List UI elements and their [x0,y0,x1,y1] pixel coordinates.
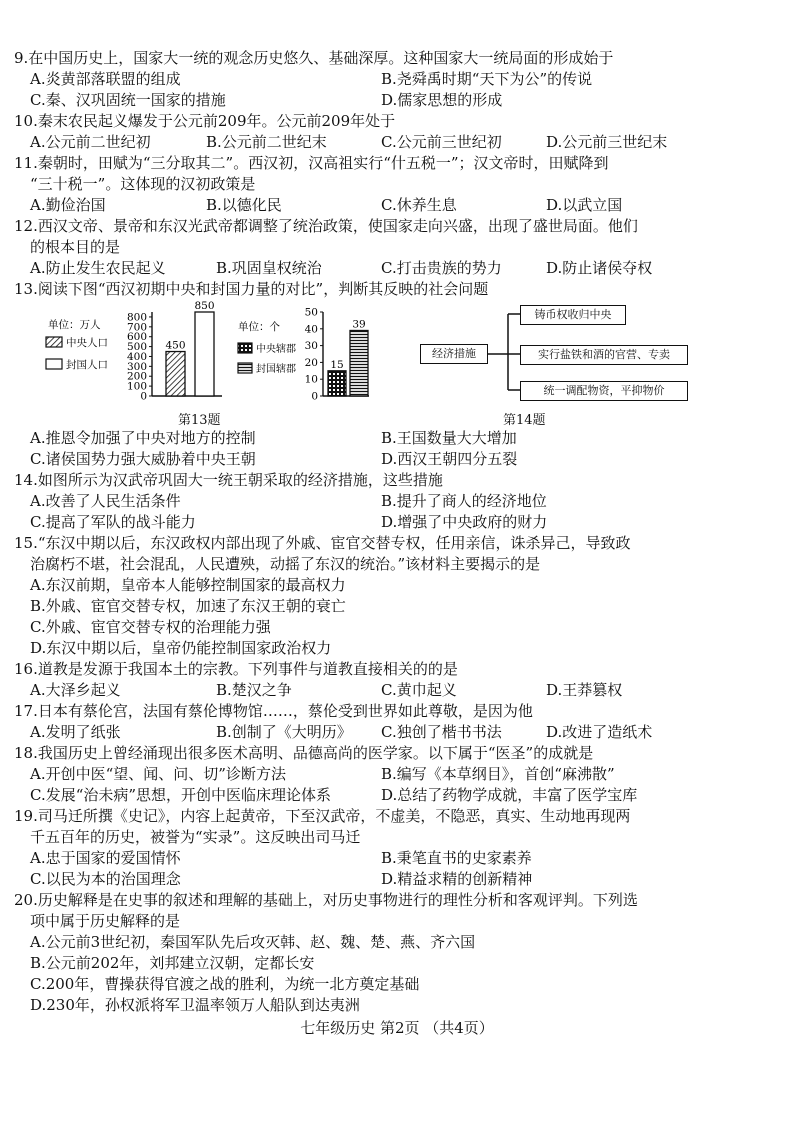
q12-option-b: B.巩固皇权统治 [216,259,322,277]
chart13a-tick-label: 500 [126,341,147,354]
q20-option-a: A.公元前3世纪初，秦国军队先后攻灭韩、赵、魏、楚、燕、齐六国 [30,933,476,951]
q20-option-c: C.200年，曹操获得官渡之战的胜利，为统一北方奠定基础 [30,975,420,993]
q13-option-b: B.王国数量大大增加 [381,429,517,447]
figure-14-caption: 第14题 [503,413,546,428]
q17-option-d: D.改进了造纸术 [546,723,653,741]
q19-option-a: A.忠于国家的爱国情怀 [30,849,181,867]
q11-option-c: C.休养生息 [381,196,457,214]
q14-stem: 14.如图所示为汉武帝巩固大一统王朝采取的经济措施，这些措施 [14,471,443,489]
q14-option-b: B.提升了商人的经济地位 [381,492,547,510]
chart13a-legend-swatch [46,359,62,369]
chart13b-legend-label: 中央辖郡 [256,344,296,355]
q15-stem-line2: 治腐朽不堪，社会混乱，人民遭殃，动摇了东汉的统治。”该材料主要揭示的是 [30,555,541,573]
q20-option-d: D.230年，孙权派将军卫温率领万人船队到达夷洲 [30,996,360,1014]
chart13a-legend-label: 封国人口 [66,359,108,371]
chart13b-tick-label: 40 [304,323,318,336]
chart13a-bar [166,352,185,396]
q20-stem-line1: 20.历史解释是在史事的叙述和理解的基础上，对历史事物进行的理性分析和客观评判。下列选 [14,891,638,909]
chart13b-tick-label: 10 [304,373,318,386]
q15-option-c: C.外戚、宦官交替专权的治理能力强 [30,618,271,636]
q14-option-a: A.改善了人民生活条件 [30,492,181,510]
q17-stem: 17.日本有蔡伦宫，法国有蔡伦博物馆……，蔡伦受到世界如此尊敬，是因为他 [14,702,533,720]
q10-option-c: C.公元前三世纪初 [381,133,502,151]
q19-option-c: C.以民为本的治国理念 [30,870,181,888]
chart13b-tick-label: 50 [304,306,318,319]
q20-stem-line2: 项中属于历史解释的是 [30,912,181,930]
q10-option-b: B.公元前二世纪末 [206,133,327,151]
q10-stem: 10.秦末农民起义爆发于公元前209年。公元前209年处于 [14,112,396,130]
chart13a-legend-label: 中央人口 [66,337,108,349]
chart13a-tick-label: 400 [126,350,147,363]
chart13b-tick-label: 0 [311,390,318,403]
q18-option-c: C.发展“治未病”思想，开创中医临床理论体系 [30,786,332,804]
chart13a-unit-label: 单位：万人 [48,319,101,331]
q15-option-b: B.外戚、宦官交替专权，加速了东汉王朝的衰亡 [30,597,346,615]
q14-option-c: C.提高了军队的战斗能力 [30,513,196,531]
q18-option-b: B.编写《本草纲目》，首创“麻沸散” [381,765,615,783]
q16-option-b: B.楚汉之争 [216,681,292,699]
page-footer: 七年级历史 第2页 （共4页） [300,1019,494,1037]
q12-option-a: A.防止发生农民起义 [30,259,166,277]
q18-stem: 18.我国历史上曾经涌现出很多医术高明、品德高尚的医学家。以下属于“医圣”的成就是 [14,744,594,762]
chart13a-tick-label: 600 [126,331,147,344]
figure-13-charts [40,300,370,408]
q17-option-c: C.独创了楷书书法 [381,723,502,741]
q17-option-b: B.创制了《大明历》 [216,723,352,741]
q16-stem: 16.道教是发源于我国本土的宗教。下列事件与道教直接相关的的是 [14,660,458,678]
chart13b-unit-label: 单位：个 [238,321,280,333]
chart13a-tick-label: 100 [126,380,147,393]
q15-option-a: A.东汉前期，皇帝本人能够控制国家的最高权力 [30,576,346,594]
chart13b-bar [328,371,346,396]
q19-option-d: D.精益求精的创新精神 [381,870,533,888]
q19-stem-line2: 千五百年的历史，被誉为“实录”。这反映出司马迁 [30,828,361,846]
q13-option-a: A.推恩令加强了中央对地方的控制 [30,429,256,447]
chart13a-tick-label: 200 [126,370,147,383]
q18-option-d: D.总结了药物学成就，丰富了医学宝库 [381,786,638,804]
q13-option-c: C.诸侯国势力强大威胁着中央王朝 [30,450,256,468]
q9-option-c: C.秦、汉巩固统一国家的措施 [30,91,226,109]
q20-option-b: B.公元前202年，刘邦建立汉朝，定都长安 [30,954,315,972]
q10-option-d: D.公元前三世纪末 [546,133,668,151]
chart13b-tick-label: 20 [304,356,318,369]
q18-option-a: A.开创中医“望、闻、问、切”诊断方法 [30,765,286,783]
q11-option-b: B.以德化民 [206,196,282,214]
diagram-root-box: 经济措施 [420,344,488,364]
chart13a-tick-label: 300 [126,360,147,373]
q11-option-a: A.勤俭治国 [30,196,106,214]
chart13b-data-label: 39 [352,318,366,331]
chart13a-legend-swatch [46,337,62,347]
q15-option-d: D.东汉中期以后，皇帝仍能控制国家政治权力 [30,639,332,657]
q14-option-d: D.增强了中央政府的财力 [381,513,548,531]
chart13b-legend-label: 封国辖郡 [256,364,296,375]
q19-stem-line1: 19.司马迁所撰《史记》，内容上起黄帝，下至汉武帝，不虚美，不隐恶，真实、生动地再现两 [14,807,631,825]
q9-option-d: D.儒家思想的形成 [381,91,503,109]
q11-stem-line1: 11.秦朝时，田赋为“三分取其二”。西汉初，汉高祖实行“什五税一”；汉文帝时，田赋降到 [14,154,609,172]
q9-stem: 9.在中国历史上，国家大一统的观念历史悠久、基础深厚。这种国家大一统局面的形成始于 [14,49,614,67]
q12-option-d: D.防止诸侯夺权 [546,259,653,277]
q15-stem-line1: 15.“东汉中期以后，东汉政权内部出现了外戚、宦官交替专权，任用亲信，诛杀异己，导致政 [14,534,631,552]
q19-option-b: B.秉笔直书的史家素养 [381,849,532,867]
q11-stem-line2: “三十税一”。这体现的汉初政策是 [30,175,256,193]
q17-option-a: A.发明了纸张 [30,723,121,741]
chart13a-tick-label: 0 [140,390,147,403]
q9-option-b: B.尧舜禹时期“天下为公”的传说 [381,70,593,88]
q10-option-a: A.公元前二世纪初 [30,133,151,151]
chart13a-tick-label: 800 [126,311,147,324]
q12-stem-line2: 的根本目的是 [30,238,121,256]
q12-option-c: C.打击贵族的势力 [381,259,502,277]
q9-option-a: A.炎黄部落联盟的组成 [30,70,181,88]
q13-stem: 13.阅读下图“西汉初期中央和封国力量的对比”，判断其反映的社会问题 [14,280,489,298]
q16-option-d: D.王莽篡权 [546,681,623,699]
q12-stem-line1: 12.西汉文帝、景帝和东汉光武帝都调整了统治政策，使国家走向兴盛，出现了盛世局面。他们 [14,217,638,235]
q16-option-c: C.黄巾起义 [381,681,457,699]
chart13b-legend-swatch [238,363,252,373]
chart13a-data-label: 450 [165,339,186,352]
q13-option-d: D.西汉王朝四分五裂 [381,450,518,468]
chart13b-legend-swatch [238,343,252,353]
chart13a-data-label: 850 [194,300,215,312]
chart13a-bar [195,312,214,396]
chart13b-bar [350,330,368,396]
q16-option-a: A.大泽乡起义 [30,681,121,699]
q11-option-d: D.以武立国 [546,196,623,214]
diagram-item-3: 统一调配物资，平抑物价 [520,381,688,401]
chart13b-data-label: 15 [330,358,344,371]
chart13b-tick-label: 30 [304,340,318,353]
diagram-item-2: 实行盐铁和酒的官营、专卖 [520,345,688,365]
diagram-item-1: 铸币权收归中央 [520,305,626,325]
chart13a-tick-label: 700 [126,321,147,334]
figure-13-caption: 第13题 [178,413,221,428]
